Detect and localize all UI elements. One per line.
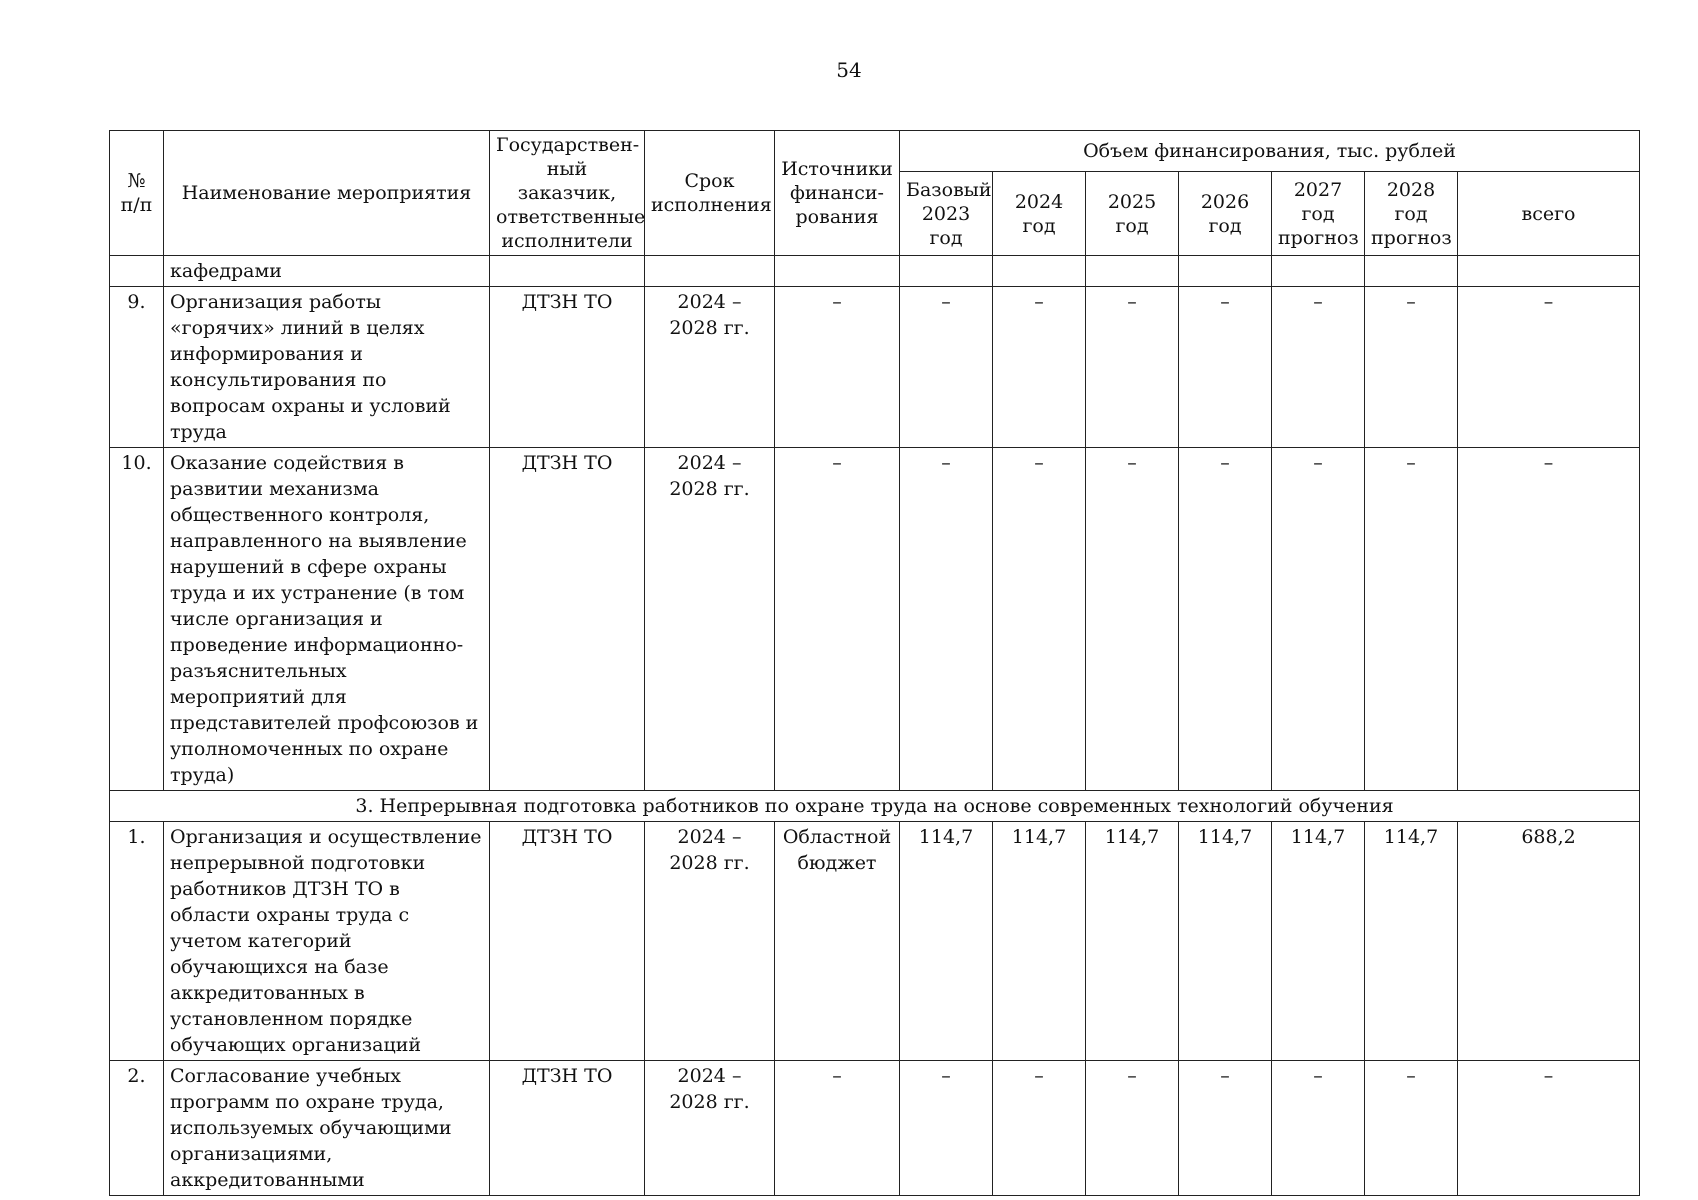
row-term: 2024 – 2028 гг.: [645, 448, 775, 791]
row-value-2026: 114,7: [1179, 822, 1272, 1061]
section-row: [110, 791, 1640, 822]
row-value-base: [900, 256, 993, 287]
row-value-2027: [1272, 256, 1365, 287]
header-2025: 2025 год: [1086, 172, 1179, 256]
row-name: кафедрами: [164, 256, 490, 287]
row-value-2026: –: [1179, 1061, 1272, 1196]
row-num: 10.: [110, 448, 164, 791]
row-value-2025: 114,7: [1086, 822, 1179, 1061]
header-2026: 2026 год: [1179, 172, 1272, 256]
table-row: [110, 448, 1640, 791]
row-name: Организация и осуществление непрерывной подготовки работников ДТЗН ТО в области охраны труда с учетом категорий обучающихся на базе аккредитованных в установленном порядке обучающих организаций: [164, 822, 490, 1061]
row-value-base: –: [900, 448, 993, 791]
row-value-2028: 114,7: [1365, 822, 1458, 1061]
row-customer: ДТЗН ТО: [490, 287, 645, 448]
funding-table: [109, 130, 1640, 1196]
row-customer: ДТЗН ТО: [490, 822, 645, 1061]
row-value-2028: –: [1365, 287, 1458, 448]
header-funding: Объем финансирования, тыс. рублей: [900, 131, 1640, 172]
row-num: 9.: [110, 287, 164, 448]
row-total: –: [1458, 1061, 1640, 1196]
header-2024: 2024 год: [993, 172, 1086, 256]
row-value-2024: –: [993, 448, 1086, 791]
row-value-2028: –: [1365, 1061, 1458, 1196]
row-value-base: –: [900, 1061, 993, 1196]
row-value-2024: –: [993, 1061, 1086, 1196]
table-row: [110, 256, 1640, 287]
header-2027: 2027 год прогноз: [1272, 172, 1365, 256]
row-value-2027: –: [1272, 448, 1365, 791]
row-total: –: [1458, 287, 1640, 448]
row-term: 2024 – 2028 гг.: [645, 1061, 775, 1196]
header-base-2023: Базовый 2023 год: [900, 172, 993, 256]
row-num: 1.: [110, 822, 164, 1061]
header-customer: Государствен-ный заказчик, ответственные исполнители: [490, 131, 645, 256]
row-value-2027: –: [1272, 1061, 1365, 1196]
header-num: № п/п: [110, 131, 164, 256]
row-source: [775, 256, 900, 287]
row-value-2025: –: [1086, 448, 1179, 791]
row-name: Оказание содействия в развитии механизма общественного контроля, направленного на выявление нарушений в сфере охраны труда и их устранение (в том числе организация и проведение информационно-разъяснительных мероприятий для представителей профсоюзов и уполномоченных по охране труда): [164, 448, 490, 791]
row-value-2024: [993, 256, 1086, 287]
row-value-2026: –: [1179, 448, 1272, 791]
row-customer: ДТЗН ТО: [490, 448, 645, 791]
row-num: 2.: [110, 1061, 164, 1196]
row-value-2027: 114,7: [1272, 822, 1365, 1061]
header-total: всего: [1458, 172, 1640, 256]
row-value-2027: –: [1272, 287, 1365, 448]
row-total: [1458, 256, 1640, 287]
header-term: Срок исполнения: [645, 131, 775, 256]
row-source: –: [775, 1061, 900, 1196]
row-value-2028: –: [1365, 448, 1458, 791]
row-term: [645, 256, 775, 287]
row-value-2026: –: [1179, 287, 1272, 448]
row-value-2026: [1179, 256, 1272, 287]
row-term: 2024 – 2028 гг.: [645, 287, 775, 448]
table-row: [110, 822, 1640, 1061]
header-name: Наименование мероприятия: [164, 131, 490, 256]
table-row: [110, 1061, 1640, 1196]
table-row: [110, 287, 1640, 448]
row-total: 688,2: [1458, 822, 1640, 1061]
row-customer: ДТЗН ТО: [490, 1061, 645, 1196]
row-total: –: [1458, 448, 1640, 791]
row-value-2024: 114,7: [993, 822, 1086, 1061]
header-row-1: [110, 131, 1640, 172]
row-customer: [490, 256, 645, 287]
section-title: 3. Непрерывная подготовка работников по охране труда на основе современных технологий обучения: [110, 791, 1640, 822]
row-source: –: [775, 448, 900, 791]
page-number: 54: [836, 58, 862, 82]
row-value-2025: [1086, 256, 1179, 287]
row-term: 2024 – 2028 гг.: [645, 822, 775, 1061]
row-num: [110, 256, 164, 287]
row-value-2025: –: [1086, 1061, 1179, 1196]
row-value-base: 114,7: [900, 822, 993, 1061]
row-value-base: –: [900, 287, 993, 448]
row-source: Областной бюджет: [775, 822, 900, 1061]
header-sources: Источники финанси-рования: [775, 131, 900, 256]
row-name: Согласование учебных программ по охране труда, используемых обучающими организациями, аккредитованными: [164, 1061, 490, 1196]
row-value-2028: [1365, 256, 1458, 287]
row-source: –: [775, 287, 900, 448]
header-2028: 2028 год прогноз: [1365, 172, 1458, 256]
row-value-2025: –: [1086, 287, 1179, 448]
row-name: Организация работы «горячих» линий в целях информирования и консультирования по вопросам охраны и условий труда: [164, 287, 490, 448]
row-value-2024: –: [993, 287, 1086, 448]
